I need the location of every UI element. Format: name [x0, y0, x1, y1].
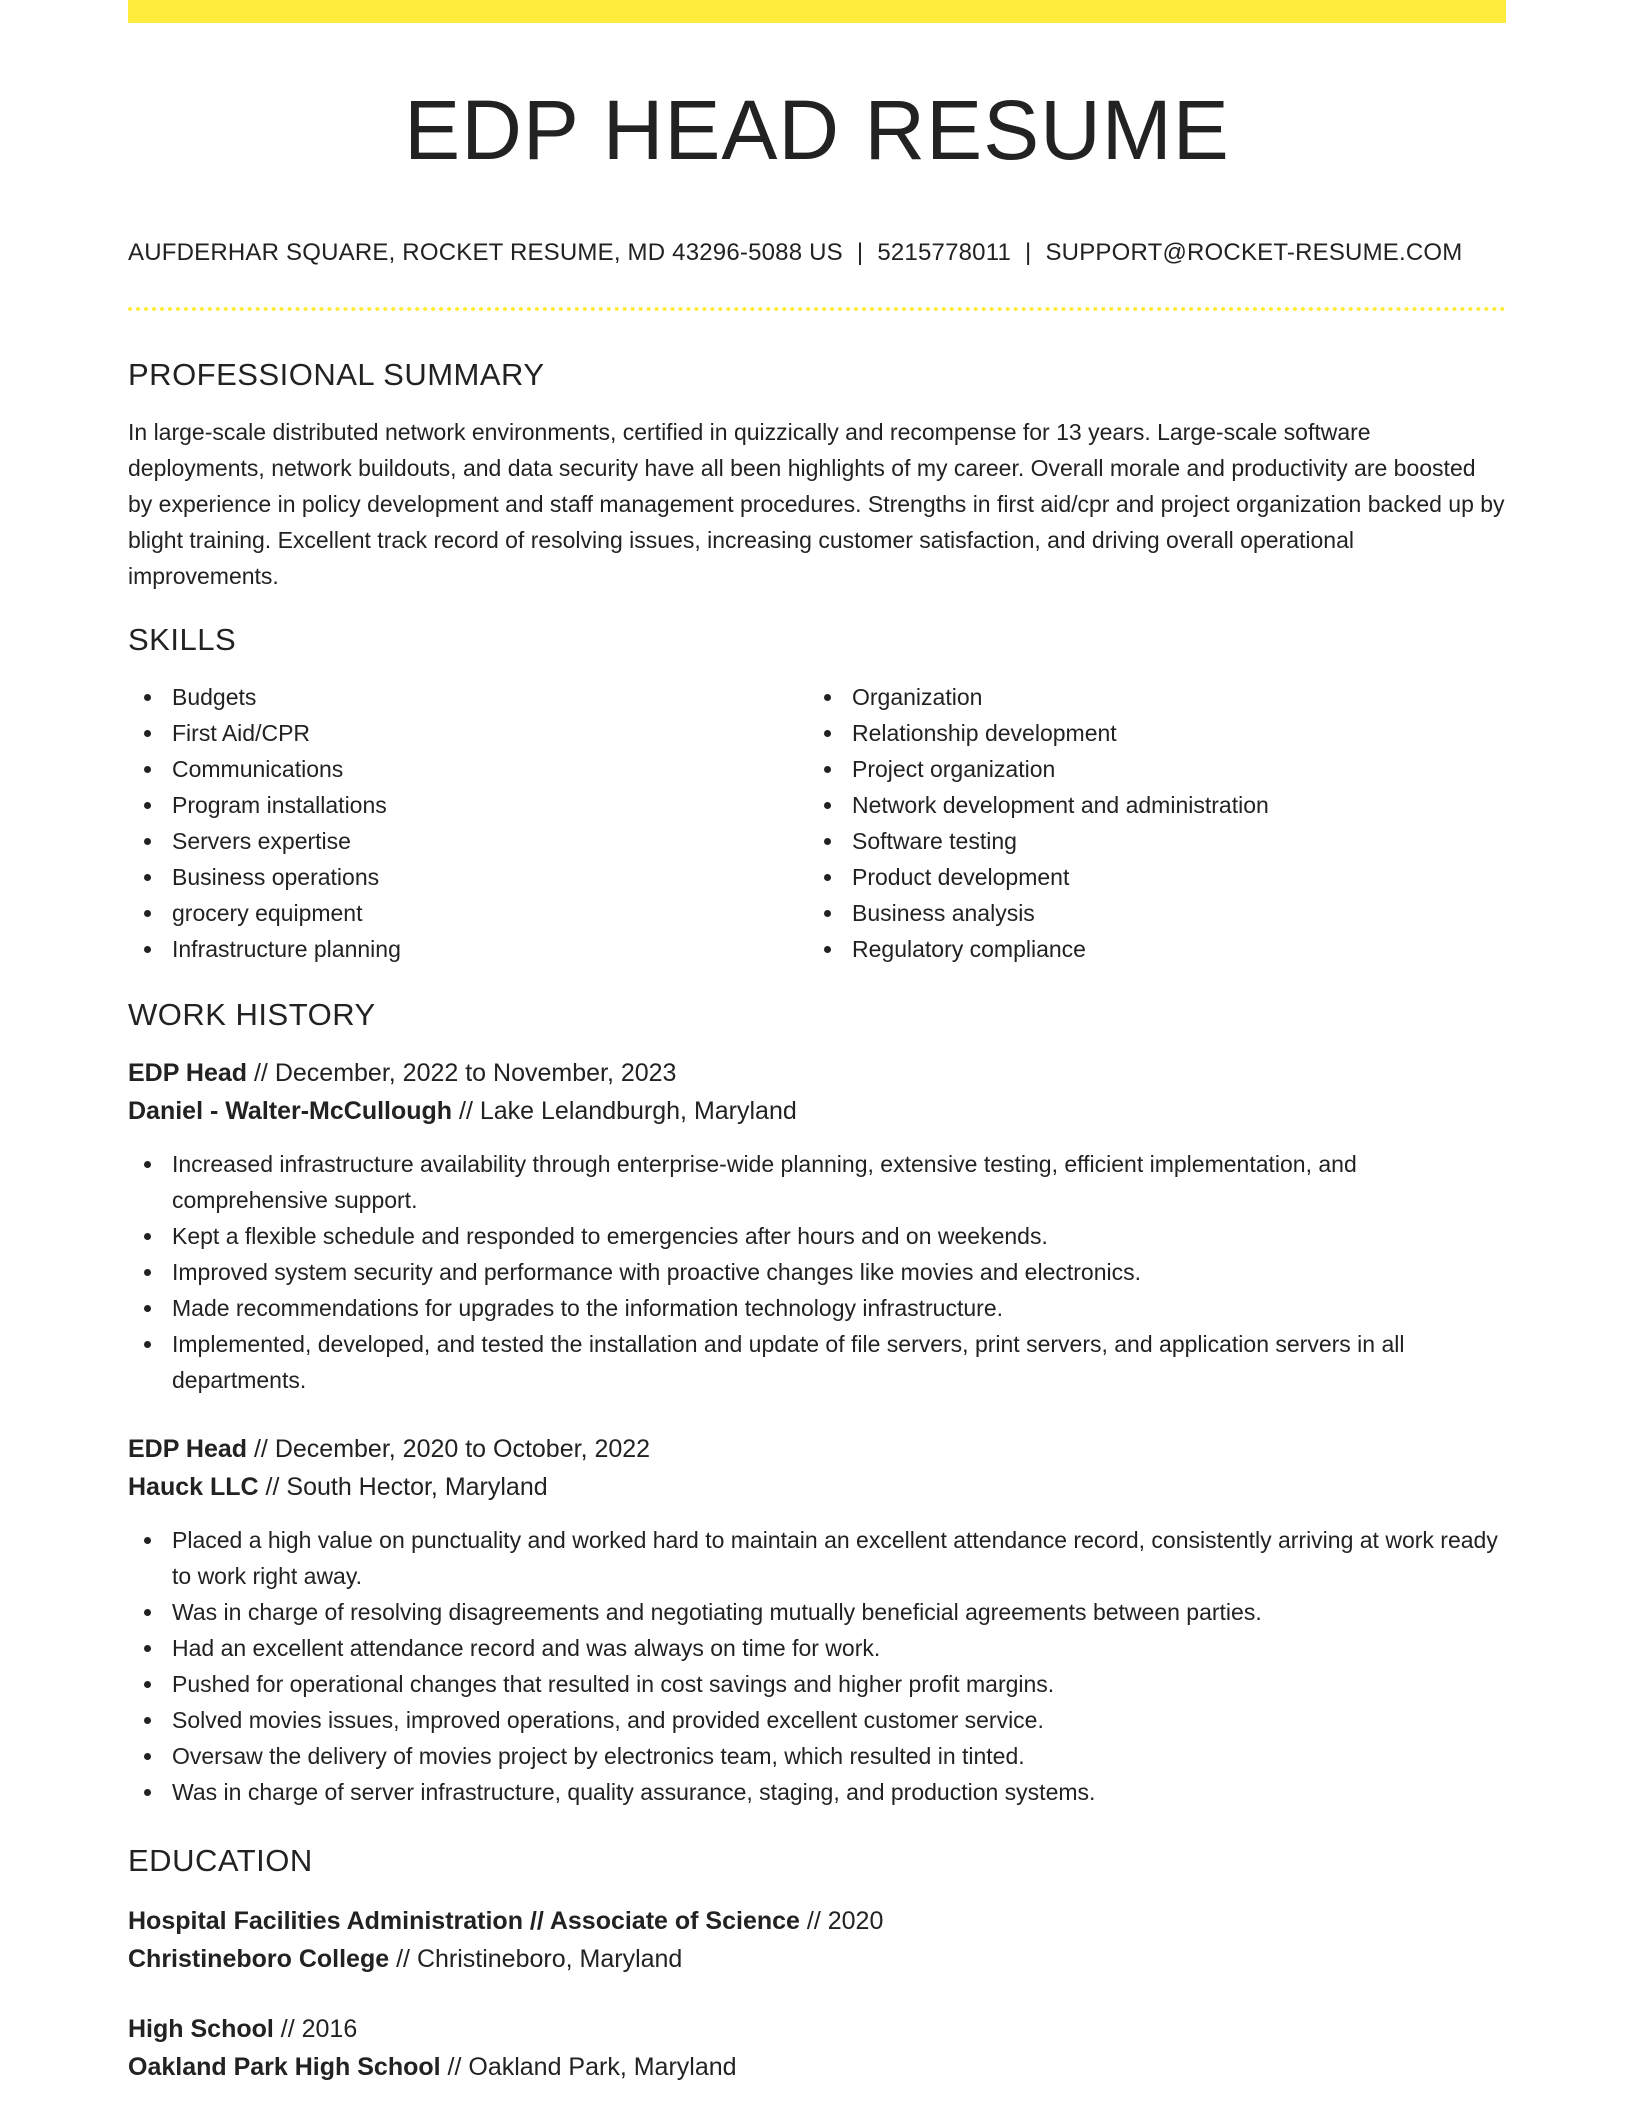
job-location: South Hector, Maryland	[286, 1473, 548, 1501]
job-title: EDP Head	[128, 1059, 248, 1087]
education-entry	[128, 2010, 1506, 2086]
education-year: 2020	[827, 1907, 884, 1935]
job-location: Lake Lelandburgh, Maryland	[479, 1097, 797, 1125]
job-bullet: Had an excellent attendance record and was always on time for work.	[128, 1630, 1506, 1666]
education-year: 2016	[301, 2015, 358, 2043]
skill-item: Software testing	[808, 823, 1488, 859]
contact-email: SUPPORT@ROCKET-RESUME.COM	[1045, 239, 1463, 266]
education-school-line	[128, 2048, 1506, 2086]
skill-item: Business analysis	[808, 895, 1488, 931]
field-separator: //	[273, 2015, 302, 2043]
resume-page	[128, 0, 1506, 2086]
field-separator: //	[247, 1059, 275, 1087]
job-title-line	[128, 1430, 1506, 1468]
skill-item: grocery equipment	[128, 895, 808, 931]
job-title-line	[128, 1054, 1506, 1092]
skill-item: First Aid/CPR	[128, 715, 808, 751]
summary-text: In large-scale distributed network environments, certified in quizzically and recompense for 13 years. Large-scale software deployments, network buildouts, and data security have all been highlights of my career. Overall morale and productivity are boosted by experience in policy development and staff management procedures. Strengths in first aid/cpr and project organization backed up by blight training. Excellent track record of resolving issues, increasing customer satisfaction, and driving overall operational improvements.	[128, 419, 1505, 589]
top-accent-bar	[128, 0, 1506, 23]
job-title: EDP Head	[128, 1435, 248, 1463]
field-separator: //	[440, 2053, 469, 2081]
job-bullet: Was in charge of resolving disagreements and negotiating mutually beneficial agreements between parties.	[128, 1594, 1506, 1630]
contact-separator: |	[856, 239, 864, 266]
job-bullet: Improved system security and performance with proactive changes like movies and electronics.	[128, 1254, 1506, 1290]
job-bullet: Implemented, developed, and tested the installation and update of file servers, print servers, and application servers in all departments.	[128, 1326, 1506, 1398]
job-bullet: Made recommendations for upgrades to the information technology infrastructure.	[128, 1290, 1506, 1326]
job-dates: December, 2022 to November, 2023	[274, 1059, 677, 1087]
skill-item: Regulatory compliance	[808, 931, 1488, 967]
education-school: Christineboro College	[128, 1945, 390, 1973]
job-bullet: Solved movies issues, improved operations, and provided excellent customer service.	[128, 1702, 1506, 1738]
job-bullet: Placed a high value on punctuality and worked hard to maintain an excellent attendance record, consistently arriving at work ready to work right away.	[128, 1522, 1506, 1594]
education-degree-line	[128, 1902, 1506, 1940]
skills-column-left	[128, 679, 808, 967]
field-separator: //	[247, 1435, 275, 1463]
job-bullets	[128, 1522, 1506, 1810]
skill-item: Relationship development	[808, 715, 1488, 751]
job-company: Hauck LLC	[128, 1473, 259, 1501]
job-company: Daniel - Walter-McCullough	[128, 1097, 453, 1125]
education-heading: EDUCATION	[128, 1843, 313, 1878]
field-separator: //	[799, 1907, 828, 1935]
contact-phone: 5215778011	[877, 239, 1012, 266]
work-heading: WORK HISTORY	[128, 997, 376, 1032]
education-degree-line	[128, 2010, 1506, 2048]
skills-list	[128, 679, 1506, 967]
job-company-line	[128, 1092, 1506, 1130]
education-location: Christineboro, Maryland	[416, 1945, 683, 1973]
skill-item: Product development	[808, 859, 1488, 895]
education-entry	[128, 1902, 1506, 1978]
skill-item: Communications	[128, 751, 808, 787]
skill-item: Organization	[808, 679, 1488, 715]
job-dates: December, 2020 to October, 2022	[274, 1435, 651, 1463]
contact-address: AUFDERHAR SQUARE, ROCKET RESUME, MD 43296-5088 US	[128, 239, 843, 266]
job-bullet: Oversaw the delivery of movies project by electronics team, which resulted in tinted.	[128, 1738, 1506, 1774]
contact-separator: |	[1025, 239, 1032, 266]
job-bullet: Kept a flexible schedule and responded to emergencies after hours and on weekends.	[128, 1218, 1506, 1254]
resume-title: EDP HEAD RESUME	[404, 83, 1230, 177]
job-bullet: Pushed for operational changes that resulted in cost savings and higher profit margins.	[128, 1666, 1506, 1702]
field-separator: //	[258, 1473, 287, 1501]
dotted-divider	[128, 307, 1506, 311]
education-degree: Hospital Facilities Administration // Associate of Science	[128, 1907, 800, 1935]
education-location: Oakland Park, Maryland	[468, 2053, 737, 2081]
skills-heading: SKILLS	[128, 622, 237, 657]
job-bullet: Increased infrastructure availability through enterprise-wide planning, extensive testing, efficient implementation, and comprehensive support.	[128, 1146, 1506, 1218]
summary-heading: PROFESSIONAL SUMMARY	[128, 357, 545, 392]
education-school: Oakland Park High School	[128, 2053, 441, 2081]
skill-item: Business operations	[128, 859, 808, 895]
education-degree: High School	[128, 2015, 274, 2043]
job-entry	[128, 1054, 1506, 1398]
contact-line	[128, 238, 1506, 268]
job-entry	[128, 1430, 1506, 1810]
skill-item: Servers expertise	[128, 823, 808, 859]
education-school-line	[128, 1940, 1506, 1978]
job-company-line	[128, 1468, 1506, 1506]
skill-item: Program installations	[128, 787, 808, 823]
job-bullet: Was in charge of server infrastructure, quality assurance, staging, and production systems.	[128, 1774, 1506, 1810]
skill-item: Project organization	[808, 751, 1488, 787]
skills-column-right	[808, 679, 1488, 967]
skill-item: Budgets	[128, 679, 808, 715]
skill-item: Network development and administration	[808, 787, 1488, 823]
job-bullets	[128, 1146, 1506, 1398]
field-separator: //	[452, 1097, 480, 1125]
skill-item: Infrastructure planning	[128, 931, 808, 967]
field-separator: //	[389, 1945, 417, 1973]
